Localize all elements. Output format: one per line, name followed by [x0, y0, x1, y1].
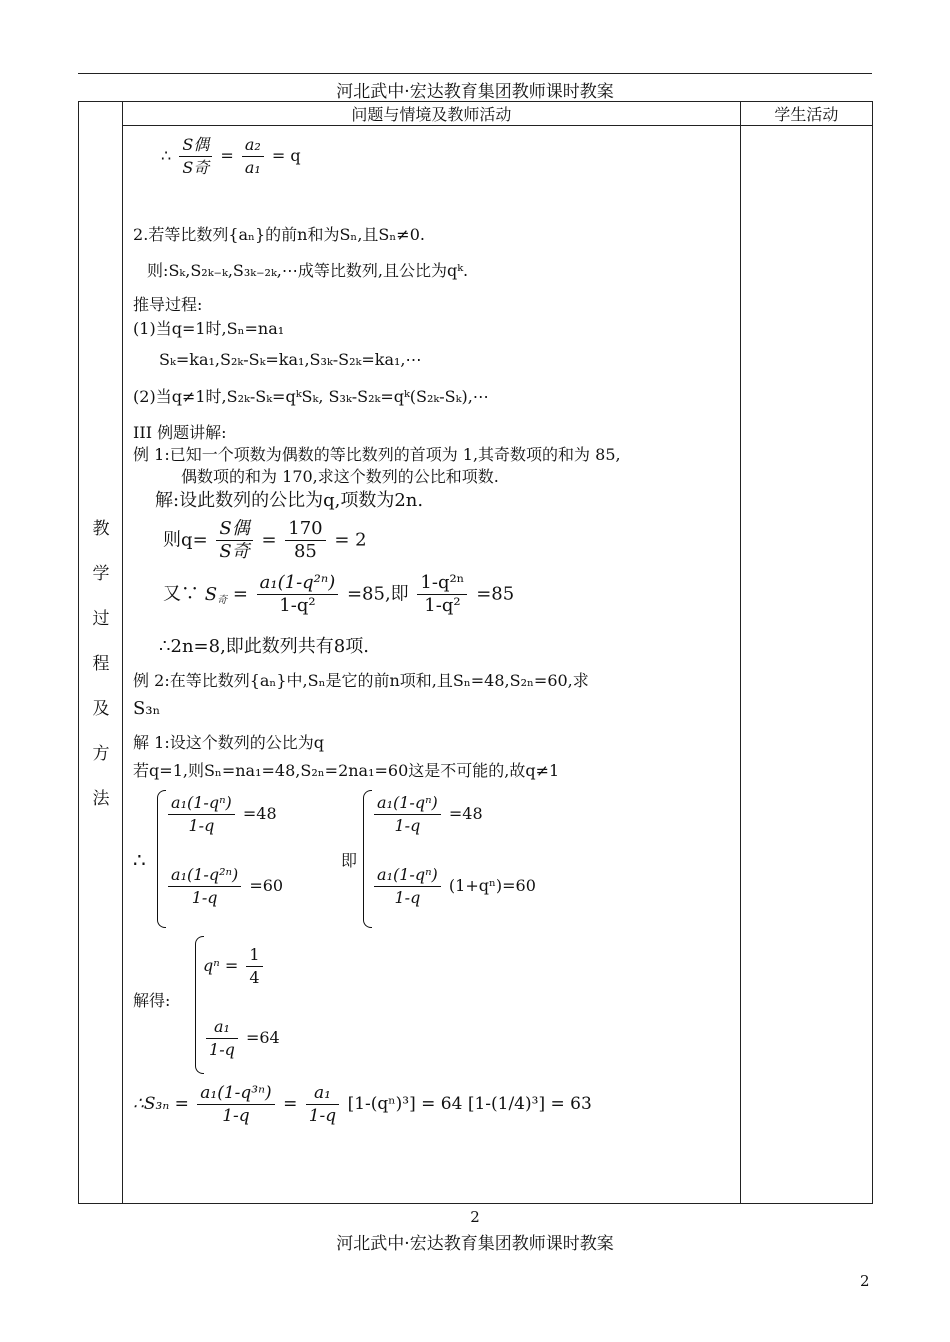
solved-label: 解得:	[133, 991, 171, 1010]
header-rule	[78, 73, 872, 74]
example-1: 例 1:已知一个项数为偶数的等比数列的首项为 1,其奇数项的和为 85,	[133, 445, 621, 464]
solved-qn: qⁿ = $\frac{1}{4}$	[203, 944, 266, 989]
system-therefore: ∴	[133, 848, 146, 872]
footer-page-number: 2	[470, 1208, 480, 1226]
system-eq-3: $\frac{\text{a₁(1-qⁿ)}}{1-q}$ =48	[371, 792, 483, 837]
solution-1-end: ∴2n=8,即此数列共有8项.	[159, 636, 369, 657]
solution-1-ratio: 则q= $\frac{\text{S偶}}{\text{S奇}}$ = $\frac{170}{85}$ = 2	[163, 518, 367, 562]
table-body-row	[79, 126, 873, 1204]
case-1: (1)当q=1时,Sₙ=na₁	[133, 319, 285, 338]
footer-title: 河北武中·宏达教育集团教师课时教案	[336, 1234, 614, 1254]
system-ji: 即	[341, 851, 358, 870]
side-label-cell	[79, 102, 123, 1204]
system-eq-2: $\frac{\text{a₁(1-q²ⁿ)}}{1-q}$ =60	[165, 864, 283, 909]
table-header-row	[79, 102, 873, 126]
example-2-solution: 解 1:设这个数列的公比为q	[133, 733, 324, 752]
example-2-cont: S₃ₙ	[133, 698, 161, 719]
derivation-title: 推导过程:	[133, 295, 203, 314]
example-2: 例 2:在等比数列{aₙ}中,Sₙ是它的前n项和,且Sₙ=48,S₂ₙ=60,求	[133, 671, 589, 690]
ratio-formula: ∴ $\frac{\text{S偶}}{\text{S奇}}$ = $\frac{\text{a₂}}{\text{a₁}}$ = q	[161, 135, 301, 177]
page-number: 2	[860, 1272, 870, 1290]
student-activity-cell	[740, 126, 872, 1204]
content-cell	[123, 126, 741, 1204]
case-1-detail: Sₖ=ka₁,S₂ₖ-Sₖ=ka₁,S₃ₖ-S₂ₖ=ka₁,⋯	[159, 350, 422, 369]
lesson-plan-table	[78, 101, 873, 1204]
solved-a1: $\frac{\text{a₁}}{1-q}$ =64	[203, 1016, 280, 1061]
item-2-conclusion: 则:Sₖ,S₂ₖ₋ₖ,S₃ₖ₋₂ₖ,⋯成等比数列,且公比为qᵏ.	[147, 261, 469, 280]
student-column-header: 学生活动	[740, 102, 872, 126]
case-2: (2)当q≠1时,S₂ₖ-Sₖ=qᵏSₖ, S₃ₖ-S₂ₖ=qᵏ(S₂ₖ-Sₖ),⋯	[133, 387, 489, 406]
solution-1: 解:设此数列的公比为q,项数为2n.	[155, 490, 424, 511]
final-result: ∴S₃ₙ = $\frac{\text{a₁(1-q³ⁿ)}}{1-q}$ = $\frac{\text{a₁}}{1-q}$ [1-(qⁿ)³] = 64 [1-(1/4)³] = 63	[133, 1083, 592, 1126]
system-eq-4: $\frac{\text{a₁(1-qⁿ)}}{1-q}$ (1+qⁿ)=60	[371, 864, 536, 909]
section-3-title: III 例题讲解:	[133, 423, 227, 442]
page-header-title: 河北武中·宏达教育集团教师课时教案	[336, 82, 614, 102]
system-eq-1: $\frac{\text{a₁(1-qⁿ)}}{1-q}$ =48	[165, 792, 277, 837]
example-1-cont: 偶数项的和为 170,求这个数列的公比和项数.	[181, 467, 499, 486]
content-column-header: 问题与情境及教师活动	[123, 102, 741, 126]
item-2: 2.若等比数列{aₙ}的前n和为Sₙ,且Sₙ≠0.	[133, 225, 425, 244]
solution-1-odd-sum: 又∵ $S_奇$ = $\frac{\text{a₁(1-q²ⁿ)}}{\text{1-q²}}$ =85,即 $\frac{\text{1-q²ⁿ}}{\text{1-q²}}$ =85	[163, 572, 515, 616]
example-2-if: 若q=1,则Sₙ=na₁=48,S₂ₙ=2na₁=60这是不可能的,故q≠1	[133, 761, 560, 780]
side-label: 教 学 过 程 及 方 法	[92, 519, 110, 809]
